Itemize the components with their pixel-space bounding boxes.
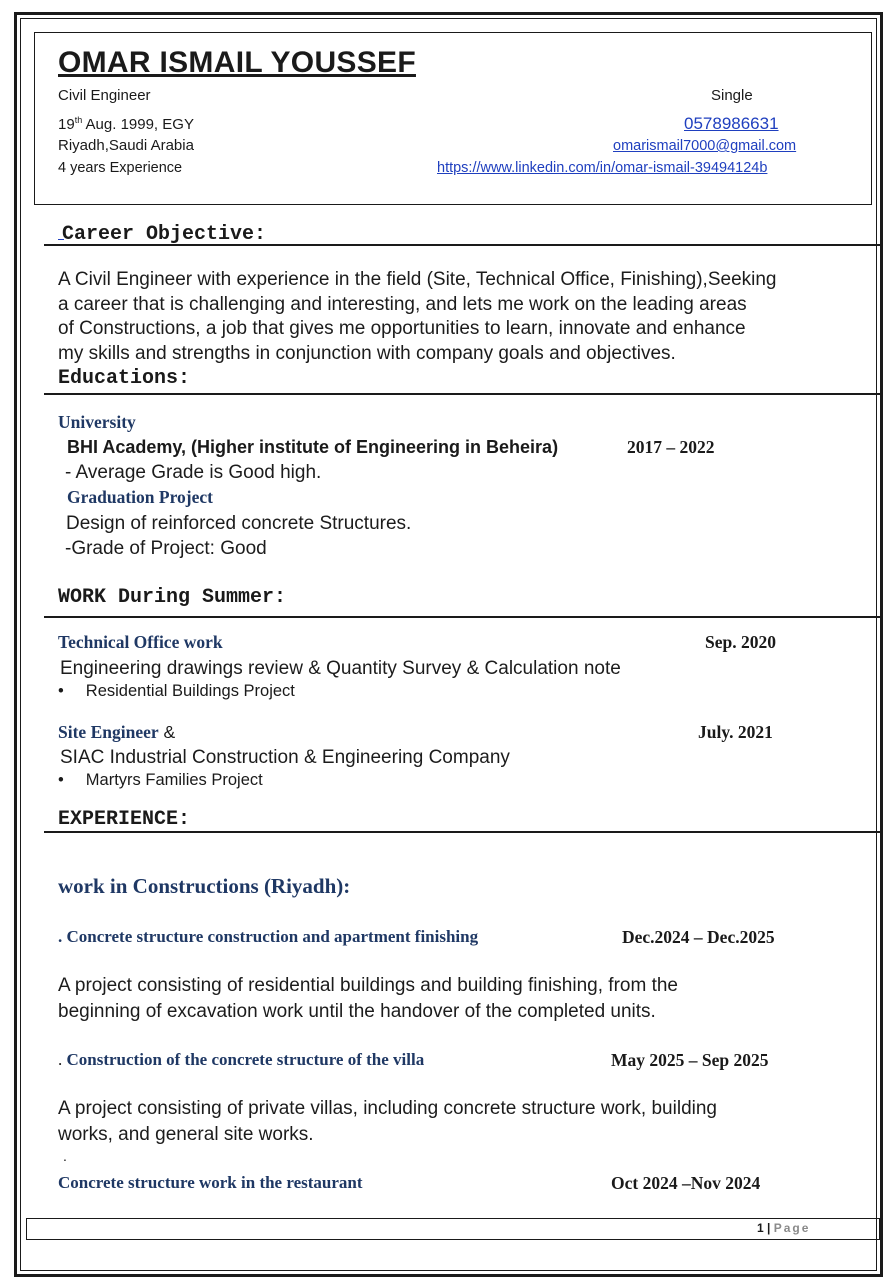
summer-job-title: Technical Office work: [58, 632, 223, 652]
marital-status: Single: [711, 87, 753, 104]
experience-divider: [44, 831, 882, 833]
career-objective-heading: Career Objective:: [62, 223, 267, 246]
project-title-text: Concrete structure construction and apartment finishing: [66, 927, 479, 946]
page-label: Page: [773, 1221, 811, 1235]
experience-heading: EXPERIENCE:: [58, 808, 191, 831]
summer-job-title: Site Engineer: [58, 722, 159, 742]
page-footer: [757, 1221, 810, 1235]
graduation-project-grade: -Grade of Project: Good: [65, 538, 267, 559]
education-divider: [44, 393, 882, 395]
summer-job-title-suffix: &: [158, 722, 176, 742]
bullet-dot-icon: •: [58, 682, 64, 700]
summer-work-heading: WORK During Summer:: [58, 586, 287, 609]
summer-job-date: Sep. 2020: [705, 632, 776, 652]
project-prefix: .: [63, 1148, 67, 1164]
educations-heading: Educations:: [58, 367, 191, 390]
education-grade: - Average Grade is Good high.: [65, 462, 322, 483]
birth-info: [58, 115, 194, 133]
summer-job-date: July. 2021: [698, 722, 773, 742]
project-desc-line: A project consisting of residential buildings and building finishing, from the: [58, 975, 678, 996]
experience-subheading: work in Constructions (Riyadh):: [58, 874, 351, 898]
experience-project-date: Dec.2024 – Dec.2025: [622, 927, 775, 947]
project-prefix: .: [58, 1050, 67, 1069]
experience-years: 4 years Experience: [58, 160, 183, 176]
project-desc-line: works, and general site works.: [58, 1123, 314, 1145]
page-footer-box: [26, 1218, 880, 1240]
university-label: University: [58, 412, 136, 432]
birth-day-suffix: th: [74, 115, 83, 125]
career-line: A Civil Engineer with experience in the field (Site, Technical Office, Finishing),Seeking: [58, 269, 777, 290]
summer-job-bullet-text: Martyrs Families Project: [85, 771, 263, 789]
location: Riyadh,Saudi Arabia: [58, 137, 194, 154]
career-line: a career that is challenging and interesting, and lets me work on the leading areas: [58, 293, 747, 315]
summer-job-desc: Engineering drawings review & Quantity Survey & Calculation note: [60, 658, 621, 679]
birth-day: 19: [58, 116, 75, 133]
project-prefix: .: [58, 927, 67, 946]
career-divider: [44, 244, 882, 246]
career-paragraph: [58, 268, 777, 366]
project-title-text: Construction of the concrete structure of the villa: [66, 1050, 425, 1069]
project-desc-line: beginning of excavation work until the handover of the completed units.: [58, 1000, 656, 1022]
education-years: 2017 – 2022: [627, 437, 715, 457]
summer-job-bullet-text: Residential Buildings Project: [85, 682, 295, 700]
phone-link[interactable]: 0578986631: [684, 114, 779, 133]
page-separator: |: [763, 1221, 774, 1235]
experience-project-title: [58, 1050, 424, 1070]
experience-project-desc: [58, 1097, 717, 1147]
summer-job-bullet: [58, 682, 295, 701]
career-line: of Constructions, a job that gives me opportunities to learn, innovate and enhance: [58, 318, 746, 339]
summer-job-desc: SIAC Industrial Construction & Engineering Company: [60, 747, 510, 768]
project-desc-line: A project consisting of private villas, including concrete structure work, building: [58, 1098, 717, 1119]
heading-marker: [58, 239, 64, 240]
email-link[interactable]: omarismail7000@gmail.com: [613, 138, 797, 154]
bullet-dot-icon: •: [58, 771, 64, 789]
summer-job-bullet: [58, 771, 263, 790]
graduation-project-label: Graduation Project: [67, 487, 213, 507]
experience-project-desc: [58, 974, 678, 1024]
institution-name: BHI Academy, (Higher institute of Engineering in Beheira): [67, 437, 559, 457]
linkedin-link[interactable]: https://www.linkedin.com/in/omar-ismail-39494124b: [437, 160, 768, 176]
experience-project-date: May 2025 – Sep 2025: [611, 1050, 769, 1070]
birth-rest: Aug. 1999, EGY: [82, 116, 194, 133]
career-line: my skills and strengths in conjunction with company goals and objectives.: [58, 342, 676, 364]
graduation-project-title: Design of reinforced concrete Structures.: [66, 513, 412, 534]
page-number: 1: [757, 1221, 764, 1235]
experience-project-title: [58, 927, 478, 947]
candidate-name: OMAR ISMAIL YOUSSEF: [58, 46, 416, 79]
summer-divider: [44, 616, 882, 618]
experience-project-title: Concrete structure work in the restaurant: [58, 1173, 363, 1192]
experience-project-date: Oct 2024 –Nov 2024: [611, 1173, 761, 1193]
job-title: Civil Engineer: [58, 87, 151, 104]
summer-job-title-line: [58, 722, 175, 743]
